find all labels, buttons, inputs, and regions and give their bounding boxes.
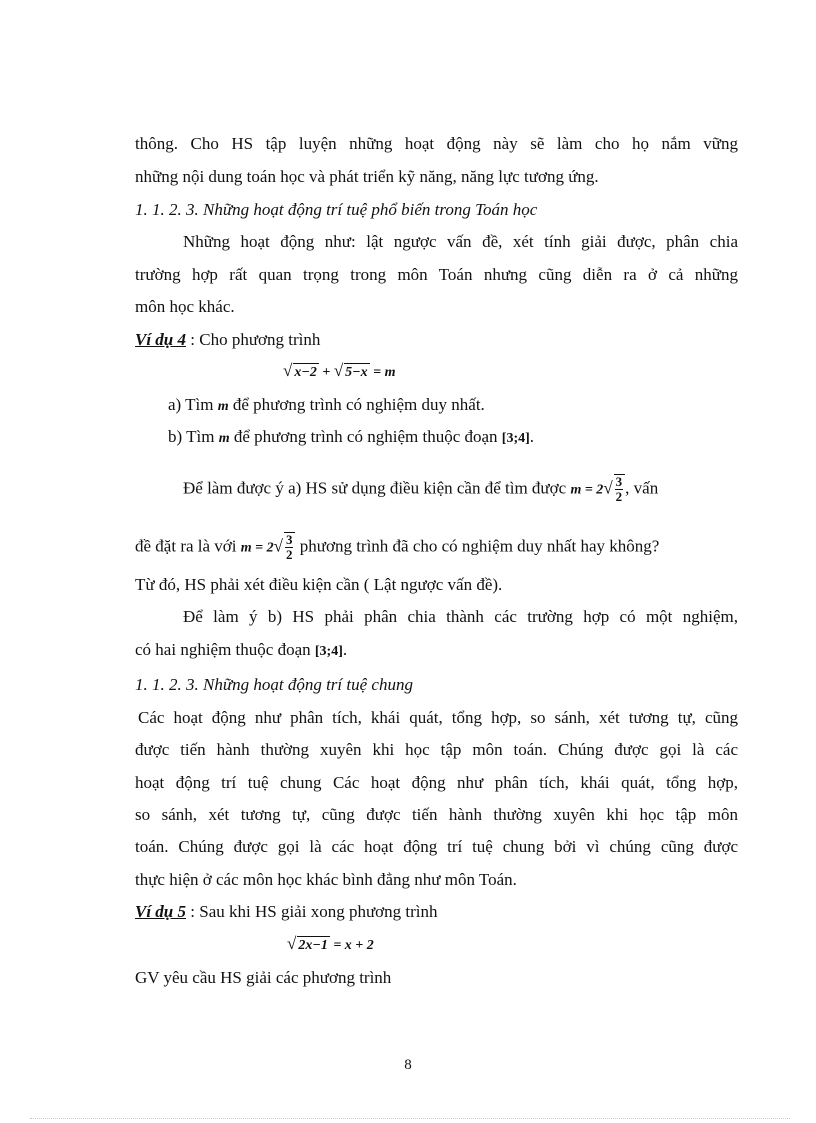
- math-expr: m = 2: [570, 482, 604, 498]
- radicand: 2x−1: [298, 938, 328, 953]
- math-var: m: [217, 399, 229, 414]
- interval: [3;4]: [501, 431, 530, 446]
- paragraph-line: [135, 639, 347, 663]
- section-heading: 1. 1. 2. 3. Những hoạt động trí tuệ phổ biến trong Toán học: [135, 200, 538, 219]
- paragraph-line: môn học khác.: [135, 297, 235, 316]
- paragraph-line: so sánh, xét tương tự, cũng được tiến hành thường xuyên khi học tập môn: [135, 805, 738, 824]
- section-heading: 1. 1. 2. 3. Những hoạt động trí tuệ chung: [135, 675, 413, 694]
- text: Để làm được ý a) HS sử dụng điều kiện cần để tìm được: [183, 478, 571, 498]
- item-text: để phương trình có nghiệm duy nhất.: [228, 395, 485, 414]
- paragraph-line: những nội dung toán học và phát triển kỹ năng, năng lực tương ứng.: [135, 167, 599, 186]
- text: , vấn: [625, 478, 659, 498]
- paragraph-line: trường hợp rất quan trọng trong môn Toán nhưng cũng diễn ra ở cả những: [135, 265, 738, 284]
- paragraph-line: thông. Cho HS tập luyện những hoạt động này sẽ làm cho họ nắm vững: [135, 134, 738, 153]
- paragraph-line: Để làm ý b) HS phải phân chia thành các trường hợp có một nghiệm,: [183, 607, 738, 626]
- text: .: [342, 640, 348, 659]
- example-intro: [135, 901, 438, 923]
- math-var: m: [218, 431, 230, 446]
- example-label: Ví dụ 5: [135, 902, 187, 921]
- text: có hai nghiệm thuộc đoạn: [135, 640, 315, 659]
- equation: √ x−2 + √ 5−x = m: [283, 361, 396, 380]
- paragraph-line: hoạt động trí tuệ chung Các hoạt động như phân tích, khái quát, tổng hợp,: [135, 773, 738, 792]
- example-intro: [135, 329, 320, 351]
- paragraph-line: Những hoạt động như: lật ngược vấn đề, xét tính giải được, phân chia: [183, 232, 738, 251]
- text: phương trình đã cho có nghiệm duy nhất hay không?: [295, 536, 660, 556]
- equation-rhs: = x + 2: [329, 938, 374, 953]
- equation: √ 2x−1 = x + 2: [287, 934, 374, 953]
- item-text: để phương trình có nghiệm thuộc đoạn: [229, 427, 502, 446]
- item-text: a) Tìm: [168, 395, 218, 414]
- paragraph-line: đề đặt ra là với m = 2√ $\frac{3}{2}$ phương trình đã cho có nghiệm duy nhất hay không?: [135, 532, 660, 562]
- paragraph-line: Để làm được ý a) HS sử dụng điều kiện cần để tìm được m = 2√ $\frac{3}{2}$ , vấn: [183, 474, 659, 504]
- fraction-denominator: 2: [285, 547, 293, 562]
- fraction-numerator: 3: [285, 532, 293, 547]
- paragraph-line: toán. Chúng được gọi là các hoạt động trí tuệ chung bởi vì chúng cũng được: [135, 837, 738, 856]
- example-intro-text: : Sau khi HS giải xong phương trình: [186, 902, 438, 921]
- fraction-denominator: 2: [615, 489, 623, 504]
- radicand: x−2: [294, 365, 317, 380]
- item-text: .: [529, 427, 535, 446]
- example-label: Ví dụ 4: [135, 330, 187, 349]
- paragraph-line: Từ đó, HS phải xét điều kiện cần ( Lật ngược vấn đề).: [135, 575, 503, 594]
- paragraph-line: được tiến hành thường xuyên khi học tập môn toán. Chúng được gọi là các: [135, 740, 738, 759]
- equation-rhs: = m: [369, 365, 396, 380]
- list-item: [168, 394, 485, 418]
- plus-sign: +: [318, 365, 334, 380]
- example-intro-text: : Cho phương trình: [186, 330, 321, 349]
- page-number: 8: [404, 1057, 412, 1073]
- paragraph-line: thực hiện ở các môn học khác bình đẳng như môn Toán.: [135, 870, 517, 889]
- item-text: b) Tìm: [168, 427, 219, 446]
- paragraph-line: GV yêu cầu HS giải các phương trình: [135, 968, 392, 987]
- math-expr: m = 2: [240, 540, 274, 556]
- page-bottom-divider: [30, 1118, 790, 1119]
- radicand: 5−x: [345, 365, 368, 380]
- list-item: [168, 426, 534, 450]
- fraction-numerator: 3: [615, 474, 623, 489]
- interval: [3;4]: [314, 644, 343, 659]
- text: đề đặt ra là với: [135, 536, 241, 556]
- paragraph-line: Các hoạt động như phân tích, khái quát, tổng hợp, so sánh, xét tương tự, cũng: [138, 708, 738, 727]
